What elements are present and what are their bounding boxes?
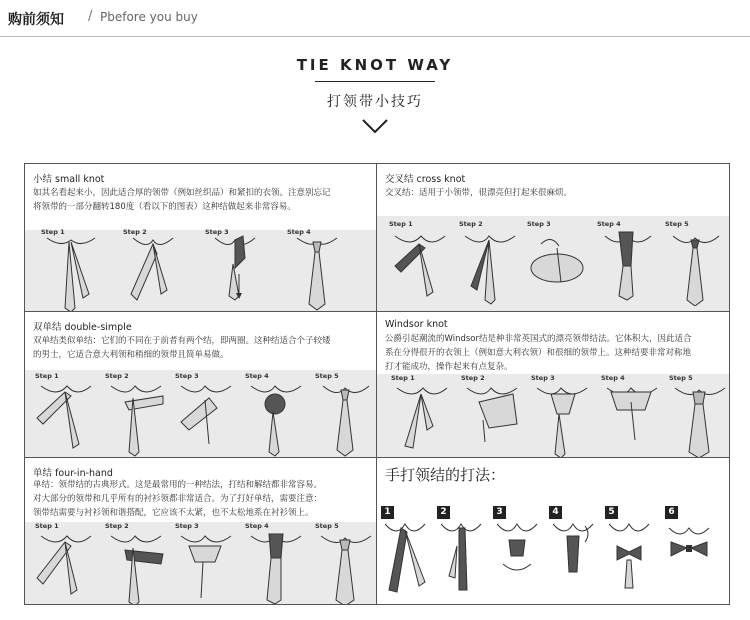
description-line: 对大部分的领带和几乎所有的衬衫领都非常适合。为了打好单结，需要注意： [33, 494, 323, 504]
step-5 [315, 522, 375, 604]
panel-title: 单结 four-in-hand [33, 468, 113, 479]
step-number-badge: 5 [605, 506, 618, 519]
panel-description [33, 186, 331, 214]
tie-step-illustration [531, 380, 591, 458]
step-number-badge: 1 [381, 506, 394, 519]
hand-step-1 [381, 506, 429, 596]
step-label: Step 5 [669, 374, 693, 382]
tie-step-illustration [665, 226, 725, 306]
step-label: Step 3 [527, 220, 551, 228]
description-line: 打才能成功，操作起来有点复杂。 [385, 362, 513, 372]
step-number-badge: 3 [493, 506, 506, 519]
bow-step-illustration [493, 516, 541, 596]
panel-small-knot [25, 164, 377, 312]
page-header [0, 0, 750, 37]
description-line: 如其名看起来小，因此适合厚的领带（例如丝织品）和紧扣的衣领。注意别忘记 [33, 188, 331, 198]
tie-step-illustration [601, 380, 661, 458]
description-line: 单结：领带结的古典形式。这是最常用的一种结法，打结和解结都非常容易。 [33, 480, 323, 490]
bow-step-illustration [437, 516, 485, 596]
step-label: Step 3 [531, 374, 555, 382]
tie-step-illustration [245, 378, 305, 458]
step-number-badge: 6 [665, 506, 678, 519]
panel-description [385, 332, 692, 374]
panel-description [33, 478, 322, 520]
tie-step-illustration [527, 226, 587, 306]
chevron-down-icon [361, 118, 389, 134]
step-4 [601, 374, 661, 458]
hand-step-3 [493, 506, 541, 596]
step-5 [665, 220, 725, 310]
step-label: Step 2 [459, 220, 483, 228]
step-label: Step 1 [35, 522, 59, 530]
panel-description [33, 334, 331, 362]
step-3 [175, 372, 235, 458]
step-label: Step 4 [597, 220, 621, 228]
step-2 [461, 374, 521, 458]
step-3 [205, 228, 265, 312]
header-separator: / [88, 9, 93, 24]
title-divider [315, 81, 435, 82]
tie-step-illustration [597, 226, 657, 306]
step-label: Step 2 [123, 228, 147, 236]
tie-step-illustration [35, 528, 95, 604]
tie-step-illustration [105, 528, 165, 604]
step-3 [527, 220, 587, 310]
step-label: Step 4 [601, 374, 625, 382]
step-4 [287, 228, 347, 312]
step-5 [669, 374, 729, 458]
tie-step-illustration [389, 226, 449, 306]
step-1 [389, 220, 449, 310]
hand-step-2 [437, 506, 485, 596]
tie-step-illustration [391, 380, 451, 458]
step-2 [123, 228, 183, 312]
bow-step-illustration [381, 516, 429, 596]
step-1 [35, 522, 95, 604]
panel-cross-knot [377, 164, 729, 312]
section-title: TIE KNOT WAY [296, 56, 454, 74]
step-label: Step 2 [105, 372, 129, 380]
header-subtitle: Pbefore you buy [100, 10, 198, 24]
bow-step-illustration [549, 516, 597, 596]
tie-step-illustration [669, 380, 729, 458]
step-label: Step 3 [175, 522, 199, 530]
description-line: 系在分得很开的衣领上（例如意大利衣领）和很细的领带上。这种结要非常对称地 [385, 348, 692, 358]
step-2 [459, 220, 519, 310]
tie-step-illustration [461, 380, 521, 458]
bow-step-illustration [665, 516, 713, 596]
step-2 [105, 522, 165, 604]
step-label: Step 5 [665, 220, 689, 228]
panel-hand-tie [377, 458, 729, 604]
step-label: Step 1 [41, 228, 65, 236]
step-label: Step 3 [175, 372, 199, 380]
step-label: Step 4 [245, 522, 269, 530]
tie-step-illustration [41, 234, 101, 312]
panel-windsor-knot [377, 312, 729, 458]
tie-step-illustration [175, 378, 235, 458]
step-1 [391, 374, 451, 458]
step-label: Step 1 [35, 372, 59, 380]
panel-title: 手打领结的打法： [385, 466, 506, 484]
step-2 [105, 372, 165, 458]
panel-four-in-hand [25, 458, 377, 604]
description-line: 领带结需要与衬衫领和谐搭配，它应该不太紧，也不太松地系在衬衫领上。 [33, 508, 314, 518]
step-1 [41, 228, 101, 312]
panel-double-simple [25, 312, 377, 458]
step-label: Step 3 [205, 228, 229, 236]
step-3 [175, 522, 235, 604]
step-4 [245, 522, 305, 604]
description-line: 将领带的一部分翻转180度（看以下的图表）这种结做起来非常容易。 [33, 202, 296, 212]
knot-guide-grid [24, 163, 730, 605]
step-number-badge: 4 [549, 506, 562, 519]
tie-step-illustration [205, 234, 265, 312]
tie-step-illustration [287, 234, 347, 312]
tie-step-illustration [315, 378, 375, 458]
step-label: Step 4 [245, 372, 269, 380]
step-label: Step 2 [461, 374, 485, 382]
step-label: Step 5 [315, 372, 339, 380]
tie-step-illustration [315, 528, 375, 604]
panel-title: 双单结 double-simple [33, 322, 132, 333]
step-label: Step 2 [105, 522, 129, 530]
header-title: 购前须知 [8, 12, 64, 28]
description-line: 双单结类似单结：它们的不同在于前者有两个结，即两圈。这种结适合个子较矮 [33, 336, 331, 346]
step-1 [35, 372, 95, 458]
tie-step-illustration [123, 234, 183, 312]
description-line: 公爵引起潮流的Windsor结是种非常英国式的漂亮领带结法。它体积大，因此适合 [385, 334, 692, 344]
bow-step-illustration [605, 516, 653, 596]
description-line: 交叉结：适用于小领带，很漂亮但打起来很麻烦。 [385, 188, 573, 198]
panel-title: 小结 small knot [33, 174, 105, 185]
step-3 [531, 374, 591, 458]
description-line: 的男士，它适合意大利领和稍细的领带且简单易做。 [33, 350, 229, 360]
hand-step-4 [549, 506, 597, 596]
step-label: Step 4 [287, 228, 311, 236]
step-5 [315, 372, 375, 458]
panel-title: Windsor knot [385, 319, 448, 330]
step-label: Step 1 [389, 220, 413, 228]
hand-step-5 [605, 506, 653, 596]
step-label: Step 1 [391, 374, 415, 382]
tie-step-illustration [245, 528, 305, 604]
hand-step-6 [665, 506, 713, 596]
step-label: Step 5 [315, 522, 339, 530]
step-4 [245, 372, 305, 458]
section-subtitle: 打领带小技巧 [327, 94, 423, 110]
tie-step-illustration [459, 226, 519, 306]
panel-title: 交叉结 cross knot [385, 174, 466, 185]
tie-step-illustration [35, 378, 95, 458]
tie-step-illustration [105, 378, 165, 458]
step-number-badge: 2 [437, 506, 450, 519]
tie-step-illustration [175, 528, 235, 604]
step-4 [597, 220, 657, 310]
panel-description [385, 186, 572, 200]
